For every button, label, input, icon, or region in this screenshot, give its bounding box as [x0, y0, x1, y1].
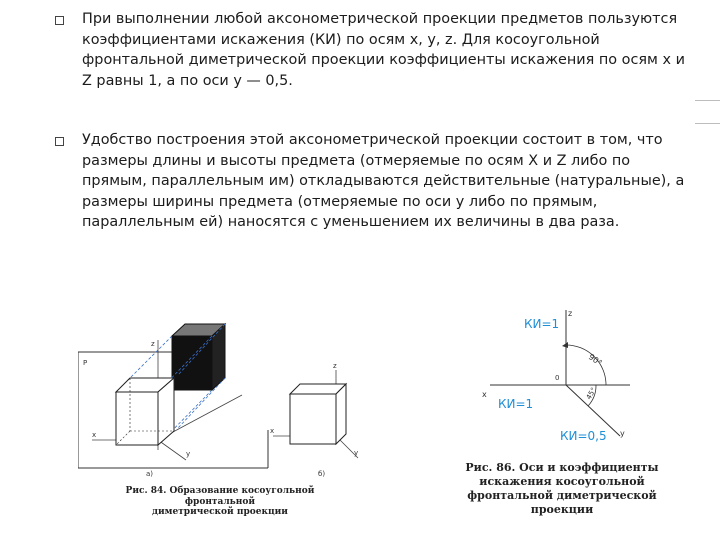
label-angle45: 45°: [584, 386, 598, 401]
figure-cube-projection: [78, 300, 368, 490]
label-z: z: [568, 309, 573, 318]
label-y: y: [620, 429, 625, 438]
label-y2: y: [354, 449, 359, 457]
sublabel-a: а): [146, 470, 154, 478]
sublabel-b: б): [318, 470, 326, 478]
label-origin: 0: [555, 374, 560, 382]
bullet-paragraph-2: [82, 130, 687, 233]
figure-axes-coefficients: [480, 300, 680, 450]
bullet-square-icon: [55, 16, 64, 25]
label-x1: x: [92, 431, 97, 439]
caption-line: Рис. 86. Оси и коэффициенты: [465, 461, 659, 474]
text-line: прямым, параллельным им) откладываются действительные (натуральные), а: [82, 173, 685, 190]
caption-line: проекции: [530, 503, 594, 516]
label-p: P: [83, 359, 88, 367]
bullet-square-icon: [55, 137, 64, 146]
figure2-caption: [462, 461, 662, 517]
text-line: Z равны 1, а по оси у — 0,5.: [82, 72, 293, 89]
side-line: [695, 123, 720, 124]
text-line: коэффициентами искажения (КИ) по осям x, y, z. Для косоугольной: [82, 31, 600, 48]
label-y1: y: [186, 450, 191, 458]
label-z1: z: [151, 340, 155, 348]
figure1-caption: [90, 486, 350, 518]
caption-line: искажения косоугольной: [479, 475, 645, 488]
bullet-paragraph-1: [82, 9, 687, 91]
label-ki-z: КИ=1: [524, 317, 560, 331]
text-line: параллельным ей) наносятся с уменьшением их величины в два раза.: [82, 214, 620, 231]
caption-line: Рис. 84. Образование косоугольной фронтальной: [125, 486, 315, 507]
caption-line: диметрической проекции: [152, 507, 288, 517]
side-line: [695, 100, 720, 101]
caption-line: фронтальной диметрической: [467, 489, 657, 502]
text-line: размеры длины и высоты предмета (отмеряемые по осям X и Z либо по: [82, 152, 631, 169]
text-line: фронтальной диметрической проекции коэффициенты искажения по осям x и: [82, 52, 685, 69]
side-decoration: [695, 0, 720, 540]
label-z2: z: [333, 362, 337, 370]
label-ki-x: КИ=1: [498, 397, 534, 411]
label-x: x: [482, 390, 487, 399]
text-line: При выполнении любой аксонометрической проекции предметов пользуются: [82, 11, 678, 27]
label-angle90: 90°: [586, 352, 604, 368]
text-line: размеры ширины предмета (отмеряемые по оси у либо по прямым,: [82, 193, 598, 210]
text-line: Удобство построения этой аксонометрической проекции состоит в том, что: [82, 132, 663, 148]
label-ki-y: КИ=0,5: [560, 429, 607, 443]
label-x2: x: [270, 427, 275, 435]
